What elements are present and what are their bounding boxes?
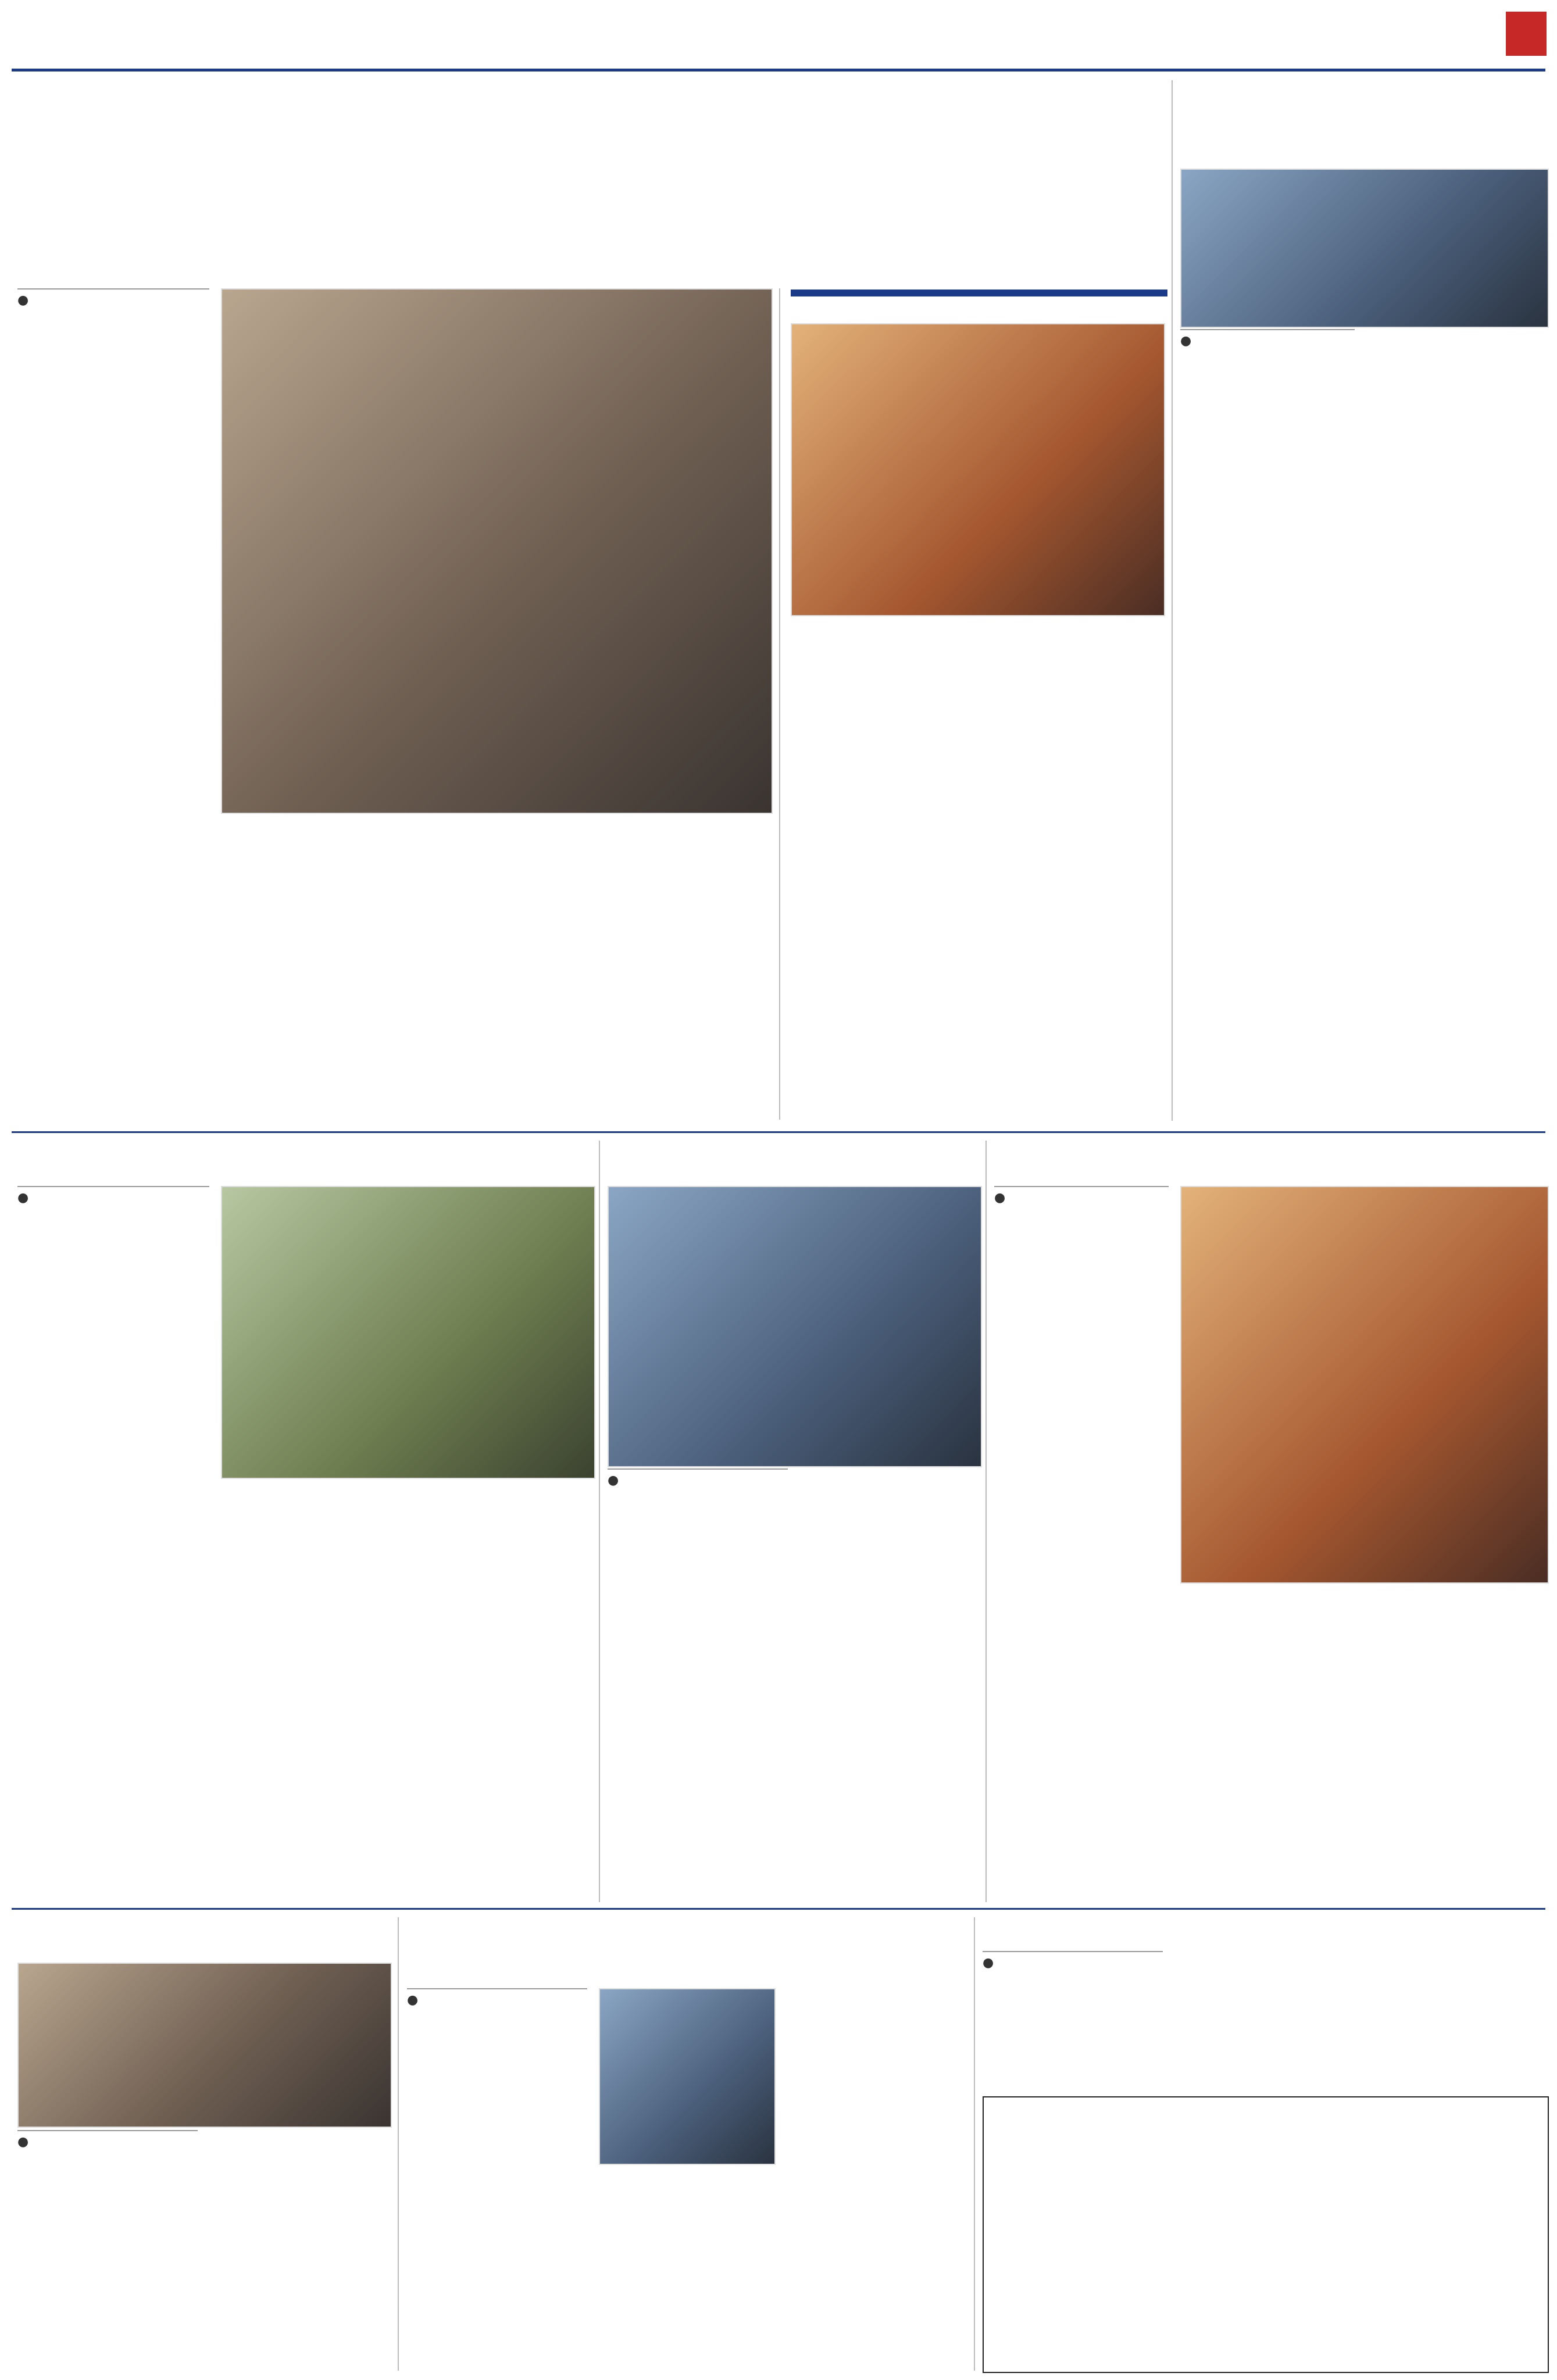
- digital-col-2: [1180, 1587, 1355, 1901]
- tender-notice-sagar: [983, 2096, 1549, 2373]
- bjp-col-3: [413, 1482, 593, 1901]
- corp-byline: ●: [407, 1988, 587, 2007]
- students-col-2: [983, 620, 1163, 1120]
- divider: [599, 1141, 600, 1902]
- temple-byline: ●: [17, 2130, 198, 2149]
- digital-col-1: [994, 1235, 1169, 1902]
- polythene-col-2: [1174, 1951, 1355, 2090]
- divider: [398, 1917, 399, 2371]
- lead-col-4: [596, 817, 770, 1120]
- temple-photo: [17, 1963, 392, 2128]
- temple-col-2: [209, 2130, 390, 2368]
- divider: [985, 1141, 987, 1902]
- judge-byline: ●: [608, 1468, 788, 1488]
- polythene-byline: ●: [983, 1951, 1163, 1970]
- temple-col-1: [17, 2177, 198, 2368]
- divider: [974, 1917, 975, 2371]
- polythene-col-1: [983, 1997, 1163, 2090]
- header-rule: [12, 69, 1545, 72]
- ekyc-col-2: [1366, 329, 1547, 1122]
- digital-photo: [1180, 1186, 1549, 1584]
- section-rule: [12, 1908, 1545, 1910]
- ekyc-byline: ●: [1180, 329, 1355, 348]
- bjp-col-2: [221, 1482, 401, 1901]
- digital-byline: ●: [994, 1186, 1169, 1205]
- lead-col-3: [407, 817, 581, 1120]
- page-number: [1506, 12, 1547, 56]
- students-photo: [791, 323, 1165, 616]
- divider: [779, 288, 780, 1120]
- tender-meta: [984, 2097, 1548, 2102]
- ekyc-photo: [1180, 169, 1549, 328]
- section-title: [657, 8, 936, 66]
- judge-col-2: [799, 1468, 980, 1902]
- lead-col-1: [17, 343, 209, 1122]
- judge-col-1: [608, 1518, 788, 1902]
- corp-col-2: [599, 2168, 773, 2368]
- polythene-col-3: [1366, 1951, 1547, 2090]
- lead-byline: ●: [17, 288, 209, 308]
- digital-col-3: [1366, 1587, 1547, 1901]
- corp-photo: [599, 1988, 776, 2165]
- corp-col-3: [785, 1988, 965, 2368]
- divider: [1172, 80, 1173, 1121]
- bjp-byline: ●: [17, 1186, 209, 1205]
- judge-photo: [608, 1186, 982, 1467]
- ekyc-col-1: [1180, 378, 1355, 1122]
- section-rule: [12, 1131, 1545, 1133]
- bjp-col-1: [17, 1235, 209, 1897]
- lead-photo: [221, 288, 773, 814]
- bjp-photo: [221, 1186, 595, 1479]
- lead-col-2: [221, 817, 395, 1120]
- corp-col-1: [407, 2035, 587, 2368]
- students-caption: [791, 290, 1167, 296]
- masthead: [17, 14, 541, 60]
- tender-notes: [984, 2102, 1548, 2107]
- students-col-1: [791, 620, 971, 1120]
